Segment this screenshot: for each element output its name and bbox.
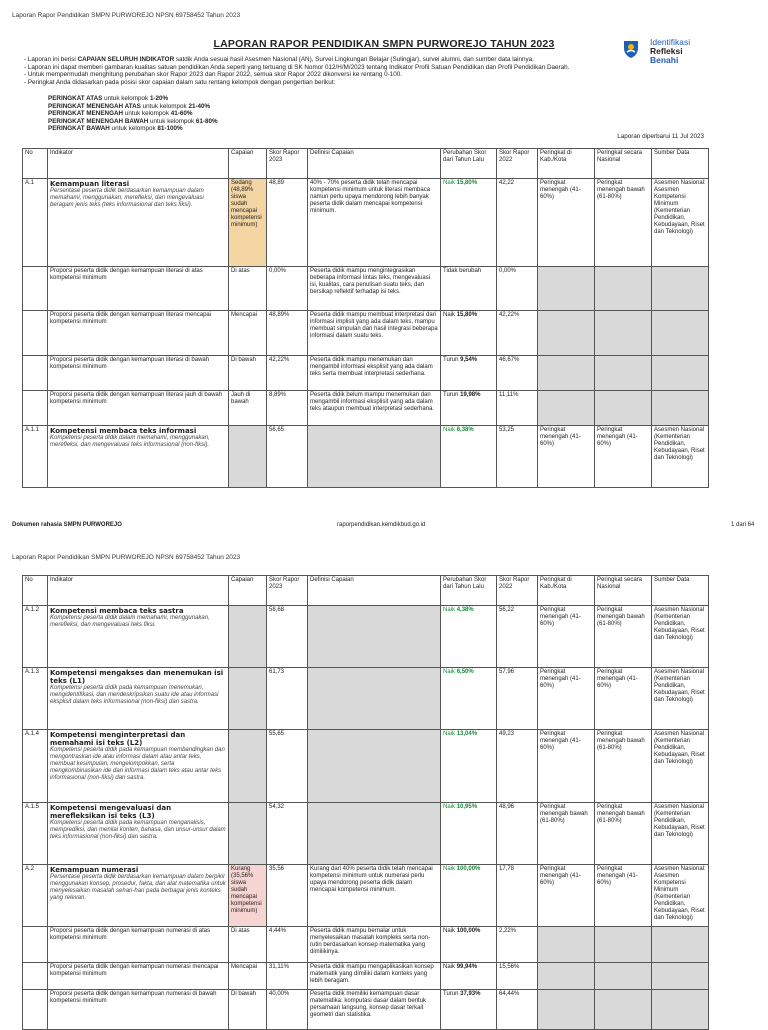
indicator-desc: Proporsi peserta didik dengan kemampuan literasi di bawah kompetensi minimum <box>50 357 210 370</box>
cell-capaian <box>229 803 267 865</box>
cell-change <box>441 865 497 927</box>
table-row <box>23 606 709 668</box>
change-direction: Naik <box>443 928 456 934</box>
table-row <box>23 391 709 426</box>
column-header: Peringkat di Kab./Kota <box>538 149 595 179</box>
cell-rank-regency: Peringkat menengah (41-60%) <box>538 606 595 668</box>
cell-source <box>652 311 709 356</box>
cell-score-2023: 55,65 <box>267 730 308 803</box>
cell-rank-national <box>595 963 652 990</box>
cell-rank-regency <box>538 267 595 311</box>
cell-rank-regency: Peringkat menengah bawah (61-80%) <box>538 803 595 865</box>
cell-rank-regency <box>538 356 595 391</box>
table-row <box>23 179 709 267</box>
change-value: 6,50% <box>456 669 474 675</box>
cell-rank-national: Peringkat menengah (41-60%) <box>595 865 652 927</box>
cell-no <box>23 963 48 990</box>
change-value: 100,00% <box>456 928 481 934</box>
cell-indicator <box>48 391 229 426</box>
indicator-title: Kompetensi menginterpretasi dan memahami isi teks (L2) <box>50 731 186 747</box>
change-value: 15,80% <box>456 312 478 318</box>
cell-change <box>441 426 497 488</box>
cell-capaian: Di atas <box>229 267 267 311</box>
cell-score-2022: 49,23 <box>497 730 538 803</box>
logo-text-3: Benahi <box>650 55 679 65</box>
column-header: Capaian <box>229 576 267 606</box>
cell-score-2022: 0,00% <box>497 267 538 311</box>
column-header: Indikator <box>48 149 229 179</box>
change-direction: Naik <box>443 427 456 433</box>
cell-definition: 40% - 70% peserta didik telah mencapai kompetensi minimum untuk literasi membaca namun perlu upaya mendorong lebih banyak peserta didik dalam mencapai kompetensi minimum. <box>308 179 441 267</box>
cell-change <box>441 356 497 391</box>
cell-source: Asesmen Nasional: Asesmen Kompetensi Minimum (Kementerian Pendidikan, Kebudayaan, Riset dan Teknologi) <box>652 179 709 267</box>
page-header: Laporan Rapor Pendidikan SMPN PURWOREJO NPSN 69758452 Tahun 2023 <box>12 554 241 561</box>
logo-text-2: Refleksi <box>650 46 683 56</box>
change-value: 15,80% <box>456 180 478 186</box>
cell-source <box>652 963 709 990</box>
change-direction: Naik <box>443 964 456 970</box>
cell-capaian: Mencapai <box>229 963 267 990</box>
change-value: 100,00% <box>456 866 481 872</box>
cell-definition: Peserta didik mampu menemukan dan mengambil informasi eksplisit yang ada dalam teks serta membuat interpretasi sederhana. <box>308 356 441 391</box>
cell-rank-regency: Peringkat menengah (41-60%) <box>538 426 595 488</box>
cell-source <box>652 356 709 391</box>
indicator-desc: Kompetensi peserta didik dalam memahami, menggunakan, merefleksi, dan mengevaluasi teks fiksi. <box>50 615 210 628</box>
cell-capaian: Jauh di bawah <box>229 391 267 426</box>
legend-item: PERINGKAT MENENGAH BAWAH untuk kelompok 61-80% <box>48 117 218 125</box>
table-row <box>23 356 709 391</box>
cell-score-2022: 42,22 <box>497 179 538 267</box>
cell-change <box>441 803 497 865</box>
cell-indicator <box>48 730 229 803</box>
cell-definition: Peserta didik memiliki kemampuan dasar matematika: komputasi dasar dalam bentuk persamaan langsung, konsep dasar terkait geometri dan statistika. <box>308 990 441 1030</box>
cell-change <box>441 267 497 311</box>
indicator-desc: Persentase peserta didik berdasarkan kemampuan dalam berpikir menggunakan konsep, prosedur, fakta, dan alat matematika untuk menyelesaikan masalah sehari-hari pada berbagai jenis konteks yang relevan. <box>50 874 226 901</box>
cell-indicator <box>48 803 229 865</box>
column-header: Definisi Capaian <box>308 576 441 606</box>
cell-score-2023: 42,22% <box>267 356 308 391</box>
indicator-desc: Persentase peserta didik berdasarkan kemampuan dalam memahami, menggunakan, merefleksi, dan mengevaluasi beragam jenis teks (teks informasional dan teks fiksi). <box>50 188 204 208</box>
cell-indicator <box>48 606 229 668</box>
cell-score-2022: 64,44% <box>497 990 538 1030</box>
indicator-desc: Proporsi peserta didik dengan kemampuan literasi jauh di bawah kompetensi minimum <box>50 392 223 405</box>
column-header: Sumber Data <box>652 149 709 179</box>
table-row <box>23 730 709 803</box>
cell-rank-national <box>595 927 652 963</box>
cell-rank-regency <box>538 927 595 963</box>
cell-source: Asesmen Nasional (Kementerian Pendidikan, Kebudayaan, Riset dan Teknologi) <box>652 730 709 803</box>
cell-rank-regency <box>538 391 595 426</box>
column-header: No <box>23 576 48 606</box>
cell-definition <box>308 606 441 668</box>
cell-change <box>441 311 497 356</box>
cell-capaian: Di atas <box>229 927 267 963</box>
cell-rank-regency <box>538 963 595 990</box>
column-header: Perubahan Skor dari Tahun Lalu <box>441 576 497 606</box>
cell-no: A.1.3 <box>23 668 48 730</box>
change-direction: Turun <box>443 357 459 363</box>
cell-score-2023: 48,89% <box>267 311 308 356</box>
column-header: Peringkat secara Nasional <box>595 149 652 179</box>
indicator-title: Kompetensi membaca teks informasi <box>50 427 197 435</box>
change-direction: Naik <box>443 607 456 613</box>
change-value: 13,04% <box>456 731 478 737</box>
cell-indicator <box>48 865 229 927</box>
footer-page-number: 1 dari 64 <box>731 522 755 528</box>
table-row <box>23 803 709 865</box>
intro-line: - Laporan ini dapat memberi gambaran kualitas satuan pendidikan Anda seperti yang tertuang di SK Nomor 012/H/M/2023 tentang Indikator Profil Satuan Pendidikan dan Profil Pendidikan Daerah. <box>24 63 570 71</box>
cell-change <box>441 927 497 963</box>
cell-rank-national <box>595 311 652 356</box>
intro-line: - Laporan ini berisi CAPAIAN SELURUH INDIKATOR satdik Anda sesuai hasil Asesmen Nasional (AN), Survei Lingkungan Belajar (Sulingjar), survei alumni, dan sumber data lainnya. <box>24 56 534 63</box>
cell-source <box>652 267 709 311</box>
indicator-desc: Proporsi peserta didik dengan kemampuan literasi mencapai kompetensi minimum <box>50 312 212 325</box>
cell-score-2023: 0,00% <box>267 267 308 311</box>
cell-rank-national: Peringkat menengah bawah (61-80%) <box>595 179 652 267</box>
change-value: 19,98% <box>460 392 481 398</box>
indicator-table <box>22 148 709 488</box>
cell-definition: Kurang dari 40% peserta didik telah mencapai kompetensi minimum untuk numerasi perlu upaya mendorong peserta didik dalam mencapai kompetensi minimum. <box>308 865 441 927</box>
cell-indicator <box>48 426 229 488</box>
cell-score-2023: 4,44% <box>267 927 308 963</box>
change-direction: Naik <box>443 731 456 737</box>
cell-score-2023: 31,11% <box>267 963 308 990</box>
cell-capaian <box>229 426 267 488</box>
legend-item: PERINGKAT ATAS untuk kelompok 1-20% <box>48 95 169 102</box>
cell-definition <box>308 803 441 865</box>
legend-item: PERINGKAT BAWAH untuk kelompok 81-100% <box>48 125 183 133</box>
change-value: 10,95% <box>456 804 478 810</box>
cell-change <box>441 730 497 803</box>
legend-item: PERINGKAT MENENGAH ATAS untuk kelompok 21-40% <box>48 102 211 110</box>
cell-change <box>441 963 497 990</box>
logo-text-1: Identifikasi <box>650 37 691 47</box>
intro-line: - Untuk mempermudah menghitung perubahan skor Rapor 2023 dan Rapor 2022, semua skor Rapor 2022 dikonversi ke rentang 0-100. <box>24 71 403 79</box>
cell-capaian <box>229 730 267 803</box>
cell-capaian: Mencapai <box>229 311 267 356</box>
cell-no: A.1 <box>23 179 48 267</box>
cell-indicator <box>48 356 229 391</box>
cell-score-2022: 46,67% <box>497 356 538 391</box>
change-value: 37,93% <box>460 991 481 997</box>
cell-definition <box>308 668 441 730</box>
column-header: Skor Rapor 2023 <box>267 576 308 606</box>
cell-rank-national <box>595 267 652 311</box>
cell-no: A.1.2 <box>23 606 48 668</box>
cell-score-2022: 17,78 <box>497 865 538 927</box>
cell-score-2022: 48,96 <box>497 803 538 865</box>
indicator-desc: Kompetensi peserta didik pada kemampuan membandingkan dan mengontraskan ide atau informasi dalam atau antar teks, membuat kesimpulan, mengelompokkan, serta mengkombinasikan ide dan informasi dalam teks atau antar teks informasional (non-fiksi) dan sastra. <box>50 747 225 781</box>
change-direction: Turun <box>443 991 459 997</box>
cell-rank-regency: Peringkat menengah (41-60%) <box>538 179 595 267</box>
table-row <box>23 963 709 990</box>
cell-definition: Peserta didik mampu mengintegrasikan beberapa informasi lintas teks, mengevaluasi isi, kualitas, cara penulisan suatu teks, dan bersikap reflektif terhadap isi teks. <box>308 267 441 311</box>
change-direction: Turun <box>443 392 459 398</box>
cell-rank-national: Peringkat menengah (41-60%) <box>595 426 652 488</box>
column-header: Capaian <box>229 149 267 179</box>
column-header: Definisi Capaian <box>308 149 441 179</box>
cell-indicator <box>48 267 229 311</box>
cell-rank-national <box>595 356 652 391</box>
cell-no: A.1.5 <box>23 803 48 865</box>
indicator-title: Kemampuan literasi <box>50 180 130 188</box>
cell-rank-regency <box>538 311 595 356</box>
cell-no: A.2 <box>23 865 48 927</box>
cell-definition: Peserta didik mampu membuat interpretasi dari informasi implisit yang ada dalam teks, mampu membuat simpulan dari hasil integrasi beberapa informasi dalam suatu teks. <box>308 311 441 356</box>
cell-score-2023: 56,65 <box>267 426 308 488</box>
cell-score-2022: 57,96 <box>497 668 538 730</box>
cell-no: A.1.1 <box>23 426 48 488</box>
cell-capaian: Kurang (35,56% siswa sudah mencapai kompetensi minimum) <box>229 865 267 927</box>
cell-no: A.1.4 <box>23 730 48 803</box>
change-direction: Naik <box>443 180 456 186</box>
cell-no <box>23 356 48 391</box>
cell-capaian <box>229 668 267 730</box>
indicator-desc: Proporsi peserta didik dengan kemampuan numerasi di atas kompetensi minimum <box>50 928 211 941</box>
column-header: Indikator <box>48 576 229 606</box>
cell-capaian: Di bawah <box>229 990 267 1030</box>
cell-score-2022: 56,22 <box>497 606 538 668</box>
cell-no <box>23 391 48 426</box>
cell-rank-national: Peringkat menengah bawah (61-80%) <box>595 606 652 668</box>
change-value: 9,54% <box>460 357 478 363</box>
table-header-row <box>23 149 709 179</box>
page-header: Laporan Rapor Pendidikan SMPN PURWOREJO NPSN 69758452 Tahun 2023 <box>12 12 241 19</box>
indicator-title: Kemampuan numerasi <box>50 866 139 874</box>
indicator-title: Kompetensi mengakses dan menemukan isi teks (L1) <box>50 669 224 685</box>
column-header: Peringkat di Kab./Kota <box>538 576 595 606</box>
ranking-legend <box>48 95 218 133</box>
table-row <box>23 865 709 927</box>
cell-score-2023: 54,32 <box>267 803 308 865</box>
legend-item: PERINGKAT MENENGAH untuk kelompok 41-60% <box>48 110 193 118</box>
indicator-desc: Kompetensi peserta didik pada kemampuan menganalisis, memprediksi, dan menilai konten, bahasa, dan unsur-unsur dalam teks informasional (non-fiksi) dan sastra. <box>50 820 226 840</box>
cell-definition <box>308 730 441 803</box>
cell-no <box>23 927 48 963</box>
cell-score-2022: 15,56% <box>497 963 538 990</box>
footer-confidential: Dokumen rahasia SMPN PURWOREJO <box>12 522 122 528</box>
column-header: Peringkat secara Nasional <box>595 576 652 606</box>
column-header: Skor Rapor 2022 <box>497 576 538 606</box>
cell-capaian: Sedang (48,89% siswa sudah mencapai kompetensi minimum) <box>229 179 267 267</box>
indicator-desc: Kompetensi peserta didik pada kemampuan menemukan, mengidentifikasi, dan mendeskripsikan suatu ide atau informasi eksplisit dalam teks informasional (non-fiksi) dan sastra. <box>50 685 219 705</box>
cell-score-2023: 8,89% <box>267 391 308 426</box>
change-direction: Naik <box>443 669 456 675</box>
change-direction: Naik <box>443 804 456 810</box>
table-row <box>23 668 709 730</box>
cell-indicator <box>48 668 229 730</box>
cell-source <box>652 391 709 426</box>
cell-change <box>441 391 497 426</box>
cell-change <box>441 668 497 730</box>
cell-score-2022: 11,11% <box>497 391 538 426</box>
footer-url: raporpendidikan.kemdikbud.go.id <box>337 522 426 528</box>
cell-source: Asesmen Nasional (Kementerian Pendidikan, Kebudayaan, Riset dan Teknologi) <box>652 803 709 865</box>
indicator-desc: Proporsi peserta didik dengan kemampuan numerasi mencapai kompetensi minimum <box>50 964 219 977</box>
table-header-row <box>23 576 709 606</box>
cell-indicator <box>48 927 229 963</box>
change-value: 4,38% <box>456 607 474 613</box>
indicator-desc: Kompetensi peserta didik dalam memahami, menggunakan, merefleksi, dan mengevaluasi teks informasional (non-fiksi). <box>50 435 210 448</box>
cell-score-2023: 48,89 <box>267 179 308 267</box>
cell-definition: Peserta didik mampu bernalar untuk menyelesaikan masalah kompleks serta non-rutin berdasarkan konsep matematika yang dimilikinya. <box>308 927 441 963</box>
cell-source: Asesmen Nasional (Kementerian Pendidikan, Kebudayaan, Riset dan Teknologi) <box>652 606 709 668</box>
column-header: Skor Rapor 2022 <box>497 149 538 179</box>
cell-rank-national: Peringkat menengah bawah (61-80%) <box>595 803 652 865</box>
cell-score-2022: 53,25 <box>497 426 538 488</box>
cell-score-2022: 42,22% <box>497 311 538 356</box>
cell-indicator <box>48 963 229 990</box>
cell-source: Asesmen Nasional (Kementerian Pendidikan, Kebudayaan, Riset dan Teknologi) <box>652 668 709 730</box>
cell-capaian <box>229 606 267 668</box>
cell-source: Asesmen Nasional: Asesmen Kompetensi Minimum (Kementerian Pendidikan, Kebudayaan, Riset dan Teknologi) <box>652 865 709 927</box>
indicator-desc: Proporsi peserta didik dengan kemampuan literasi di atas kompetensi minimum <box>50 268 203 281</box>
table-row <box>23 311 709 356</box>
table-row <box>23 267 709 311</box>
change-value: 99,94% <box>456 964 478 970</box>
cell-change <box>441 606 497 668</box>
column-header: Perubahan Skor dari Tahun Lalu <box>441 149 497 179</box>
cell-source: Asesmen Nasional (Kementerian Pendidikan, Kebudayaan, Riset dan Teknologi) <box>652 426 709 488</box>
cell-score-2023: 35,56 <box>267 865 308 927</box>
cell-definition: Peserta didik mampu mengaplikasikan konsep matematik yang dimiliki dalam konteks yang lebih beragam. <box>308 963 441 990</box>
column-header: Skor Rapor 2023 <box>267 149 308 179</box>
change-value: 6,38% <box>456 427 474 433</box>
cell-score-2023: 58,68 <box>267 606 308 668</box>
cell-rank-regency: Peringkat menengah (41-60%) <box>538 865 595 927</box>
indicator-desc: Proporsi peserta didik dengan kemampuan numerasi di bawah kompetensi minimum <box>50 991 217 1004</box>
cell-capaian: Di bawah <box>229 356 267 391</box>
report-title: LAPORAN RAPOR PENDIDIKAN SMPN PURWOREJO TAHUN 2023 <box>213 38 555 50</box>
cell-rank-national <box>595 391 652 426</box>
cell-definition <box>308 426 441 488</box>
cell-rank-regency: Peringkat menengah (41-60%) <box>538 668 595 730</box>
indicator-title: Kompetensi mengevaluasi dan merefleksikan isi teks (L3) <box>50 804 172 820</box>
change-direction: Tidak berubah <box>443 268 482 274</box>
column-header: No <box>23 149 48 179</box>
cell-score-2022: 2,22% <box>497 927 538 963</box>
intro-notes <box>24 56 724 86</box>
cell-change <box>441 179 497 267</box>
cell-indicator <box>48 179 229 267</box>
update-date: Laporan diperbarui 11 Jul 2023 <box>617 133 704 140</box>
indicator-table <box>22 575 709 1030</box>
cell-no <box>23 311 48 356</box>
cell-source <box>652 927 709 963</box>
cell-rank-national: Peringkat menengah (41-60%) <box>595 668 652 730</box>
cell-score-2023: 61,73 <box>267 668 308 730</box>
column-header: Sumber Data <box>652 576 709 606</box>
cell-rank-regency: Peringkat menengah (41-60%) <box>538 730 595 803</box>
table-row <box>23 927 709 963</box>
table-row <box>23 426 709 488</box>
cell-score-2023: 40,00% <box>267 990 308 1030</box>
cell-indicator <box>48 311 229 356</box>
intro-line: - Peringkat Anda didasarkan pada posisi skor capaian dalam satu rentang kelompok dengan pengertian berikut: <box>24 78 336 86</box>
cell-rank-national: Peringkat menengah bawah (61-80%) <box>595 730 652 803</box>
indicator-title: Kompetensi membaca teks sastra <box>50 607 184 615</box>
change-direction: Naik <box>443 312 456 318</box>
cell-definition: Peserta didik belum mampu menemukan dan mengambil informasi eksplisit yang ada dalam teks ataupun membuat interpretasi sederhana. <box>308 391 441 426</box>
report-page-2 <box>0 545 768 1024</box>
cell-no <box>23 267 48 311</box>
change-direction: Naik <box>443 866 456 872</box>
